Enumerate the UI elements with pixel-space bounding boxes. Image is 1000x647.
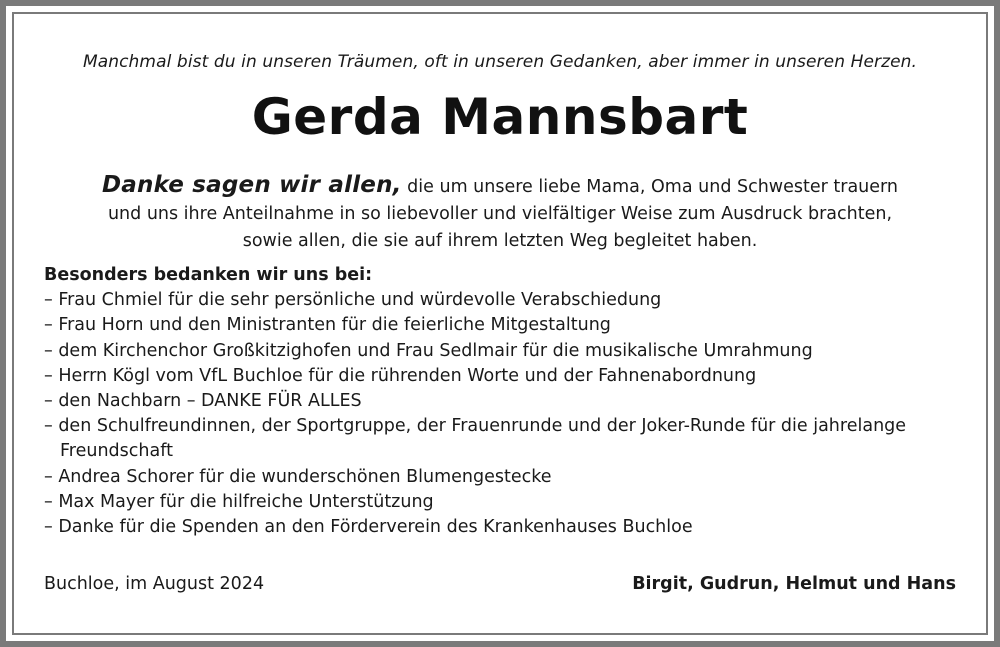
thanks-line-2: und uns ihre Anteilnahme in so liebevoller und vielfältiger Weise zum Ausdruck brachten,: [107, 204, 893, 224]
list-item: – den Nachbarn – DANKE FÜR ALLES: [44, 391, 362, 412]
list-item: – Frau Chmiel für die sehr persönliche und würdevolle Verabschiedung: [44, 290, 662, 311]
list-heading: Besonders bedanken wir uns bei:: [44, 265, 373, 285]
place-date: Buchloe, im August 2024: [44, 574, 265, 594]
list-item: – Herrn Kögl vom VfL Buchloe für die rührenden Worte und der Fahnenabordnung: [44, 365, 757, 386]
list-item: – Danke für die Spenden an den Förderverein des Krankenhauses Buchloe: [44, 517, 693, 538]
list-item: – Max Mayer für die hilfreiche Unterstützung: [44, 491, 434, 512]
list-item: – dem Kirchenchor Großkitzighofen und Frau Sedlmair für die musikalische Umrahmung: [44, 340, 813, 361]
thanks-line-1: [40, 172, 960, 201]
list-item: – Andrea Schorer für die wunderschönen Blumengestecke: [44, 466, 552, 487]
list-item: – den Schulfreundinnen, der Sportgruppe, der Frauenrunde und der Joker-Runde für die jahrelange Freundschaft: [44, 416, 907, 462]
thanks-lead: Danke sagen wir allen,: [101, 172, 402, 198]
motto-line: Manchmal bist du in unseren Träumen, oft in unseren Gedanken, aber immer in unseren Herzen.: [82, 52, 918, 72]
acknowledgement-list: [44, 263, 964, 540]
thanks-line-3: sowie allen, die sie auf ihrem letzten Weg begleitet haben.: [242, 231, 758, 251]
thanks-line-1-rest: die um unsere liebe Mama, Oma und Schwester trauern: [407, 177, 899, 197]
deceased-name: Gerda Mannsbart: [251, 88, 749, 146]
list-item: – Frau Horn und den Ministranten für die feierliche Mitgestaltung: [44, 315, 611, 336]
signatures: Birgit, Gudrun, Helmut und Hans: [632, 574, 956, 594]
thanks-paragraph: [40, 172, 960, 255]
